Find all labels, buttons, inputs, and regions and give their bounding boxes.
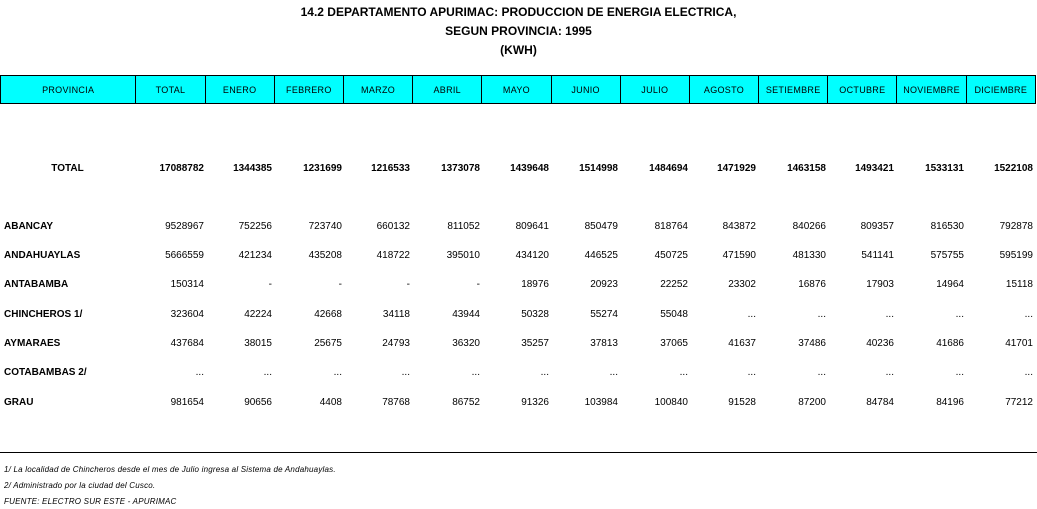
value-cell: 55048 (660, 309, 688, 320)
value-cell: 1439648 (510, 163, 549, 174)
value-cell: 17088782 (159, 163, 204, 174)
value-cell: ... (747, 367, 756, 378)
value-cell: 434120 (515, 250, 549, 261)
value-cell: 437684 (170, 338, 204, 349)
value-cell: 55274 (590, 309, 618, 320)
total-row (0, 162, 1037, 176)
value-cell: ... (1024, 367, 1033, 378)
value-cell: 1463158 (787, 163, 826, 174)
value-cell: 1533131 (925, 163, 964, 174)
value-cell: ... (747, 309, 756, 320)
column-header-abril: ABRIL (413, 76, 482, 104)
column-header-agosto: AGOSTO (689, 76, 758, 104)
value-cell: 36320 (452, 338, 480, 349)
value-cell: ... (333, 367, 342, 378)
value-cell: 37065 (660, 338, 688, 349)
value-cell: 50328 (521, 309, 549, 320)
value-cell: 1231699 (303, 163, 342, 174)
value-cell: 981654 (170, 397, 204, 408)
value-cell: 850479 (584, 221, 618, 232)
value-cell: 91326 (521, 397, 549, 408)
value-cell: 23302 (728, 279, 756, 290)
value-cell: 1493421 (855, 163, 894, 174)
value-cell: 150314 (170, 279, 204, 290)
value-cell: ... (885, 309, 894, 320)
value-cell: ... (885, 367, 894, 378)
province-label: ANDAHUAYLAS (4, 250, 81, 261)
value-cell: 1216533 (371, 163, 410, 174)
value-cell: 811052 (447, 221, 480, 232)
value-cell: 41701 (1005, 338, 1033, 349)
value-cell: ... (540, 367, 549, 378)
value-cell: ... (195, 367, 204, 378)
table-row (0, 308, 1037, 322)
value-cell: - (268, 279, 272, 290)
value-cell: 84196 (936, 397, 964, 408)
column-header-noviembre: NOVIEMBRE (897, 76, 966, 104)
value-cell: 1522108 (994, 163, 1033, 174)
value-cell: 34118 (382, 309, 410, 320)
value-cell: 9528967 (165, 221, 204, 232)
report-unit: (KWH) (500, 43, 537, 57)
value-cell: 84784 (866, 397, 894, 408)
value-cell: 471590 (722, 250, 756, 261)
column-header-marzo: MARZO (343, 76, 412, 104)
value-cell: - (406, 279, 410, 290)
table-row (0, 366, 1037, 380)
value-cell: 809641 (515, 221, 549, 232)
table-row (0, 396, 1037, 410)
value-cell: ... (817, 367, 826, 378)
value-cell: 38015 (244, 338, 272, 349)
column-header-julio: JULIO (620, 76, 689, 104)
report-subtitle: SEGUN PROVINCIA: 1995 (445, 24, 592, 38)
value-cell: 17903 (866, 279, 894, 290)
column-header-setiembre: SETIEMBRE (759, 76, 828, 104)
value-cell: 35257 (521, 338, 549, 349)
value-cell: ... (679, 367, 688, 378)
value-cell: ... (817, 309, 826, 320)
value-cell: 818764 (654, 221, 688, 232)
value-cell: 18976 (521, 279, 549, 290)
value-cell: ... (263, 367, 272, 378)
value-cell: 42668 (314, 309, 342, 320)
value-cell: 37486 (798, 338, 826, 349)
value-cell: 660132 (376, 221, 410, 232)
value-cell: 5666559 (165, 250, 204, 261)
value-cell: 103984 (584, 397, 618, 408)
footer-divider (0, 452, 1037, 453)
value-cell: 42224 (244, 309, 272, 320)
value-cell: 1471929 (717, 163, 756, 174)
value-cell: 843872 (722, 221, 756, 232)
value-cell: ... (955, 367, 964, 378)
value-cell: 16876 (798, 279, 826, 290)
value-cell: 41686 (936, 338, 964, 349)
value-cell: 446525 (584, 250, 618, 261)
value-cell: 25675 (314, 338, 342, 349)
province-label: TOTAL (51, 163, 84, 174)
source-note: FUENTE: ELECTRO SUR ESTE - APURIMAC (4, 497, 177, 506)
value-cell: - (476, 279, 480, 290)
table-header (0, 75, 1036, 104)
value-cell: 91528 (728, 397, 756, 408)
value-cell: 481330 (792, 250, 826, 261)
province-label: ABANCAY (4, 221, 54, 232)
value-cell: - (338, 279, 342, 290)
value-cell: 20923 (590, 279, 618, 290)
value-cell: 1344385 (233, 163, 272, 174)
column-header-febrero: FEBRERO (274, 76, 343, 104)
value-cell: 100840 (654, 397, 688, 408)
value-cell: 24793 (382, 338, 410, 349)
footnote-2: 2/ Administrado por la ciudad del Cusco. (4, 481, 156, 490)
value-cell: 395010 (446, 250, 480, 261)
column-header-octubre: OCTUBRE (828, 76, 897, 104)
province-label: GRAU (4, 397, 34, 408)
value-cell: 15118 (1005, 279, 1033, 290)
value-cell: 40236 (866, 338, 894, 349)
value-cell: ... (471, 367, 480, 378)
value-cell: 43944 (452, 309, 480, 320)
value-cell: 816530 (930, 221, 964, 232)
value-cell: 37813 (590, 338, 618, 349)
value-cell: 86752 (452, 397, 480, 408)
value-cell: ... (1024, 309, 1033, 320)
value-cell: 41637 (728, 338, 756, 349)
table-row (0, 220, 1037, 234)
province-label: ANTABAMBA (4, 279, 69, 290)
value-cell: 77212 (1005, 397, 1033, 408)
value-cell: 78768 (382, 397, 410, 408)
column-header-total: TOTAL (136, 76, 205, 104)
table-row (0, 278, 1037, 292)
column-header-mayo: MAYO (482, 76, 551, 104)
value-cell: 22252 (660, 279, 688, 290)
column-header-junio: JUNIO (551, 76, 620, 104)
value-cell: 792878 (999, 221, 1033, 232)
value-cell: 840266 (792, 221, 826, 232)
value-cell: 809357 (860, 221, 894, 232)
value-cell: ... (609, 367, 618, 378)
value-cell: 421234 (238, 250, 272, 261)
value-cell: 575755 (930, 250, 964, 261)
value-cell: 90656 (244, 397, 272, 408)
table-row (0, 249, 1037, 263)
footnote-1: 1/ La localidad de Chincheros desde el mes de Julio ingresa al Sistema de Andahuaylas. (4, 465, 336, 474)
value-cell: 418722 (376, 250, 410, 261)
value-cell: 541141 (861, 250, 894, 261)
value-cell: 14964 (936, 279, 964, 290)
value-cell: 4408 (319, 397, 342, 408)
province-label: CHINCHEROS 1/ (4, 309, 83, 320)
column-header-diciembre: DICIEMBRE (966, 76, 1035, 104)
value-cell: 1373078 (441, 163, 480, 174)
value-cell: ... (401, 367, 410, 378)
province-label: AYMARAES (4, 338, 61, 349)
value-cell: 323604 (170, 309, 204, 320)
value-cell: 450725 (654, 250, 688, 261)
report-title: 14.2 DEPARTAMENTO APURIMAC: PRODUCCION DE ENERGIA ELECTRICA, (300, 5, 737, 19)
value-cell: 1514998 (579, 163, 618, 174)
value-cell: ... (955, 309, 964, 320)
value-cell: 595199 (999, 250, 1033, 261)
value-cell: 87200 (798, 397, 826, 408)
column-header-provincia: PROVINCIA (1, 76, 136, 104)
value-cell: 723740 (308, 221, 342, 232)
value-cell: 1484694 (649, 163, 688, 174)
value-cell: 752256 (238, 221, 272, 232)
table-row (0, 337, 1037, 351)
value-cell: 435208 (308, 250, 342, 261)
column-header-enero: ENERO (205, 76, 274, 104)
province-label: COTABAMBAS 2/ (4, 367, 87, 378)
